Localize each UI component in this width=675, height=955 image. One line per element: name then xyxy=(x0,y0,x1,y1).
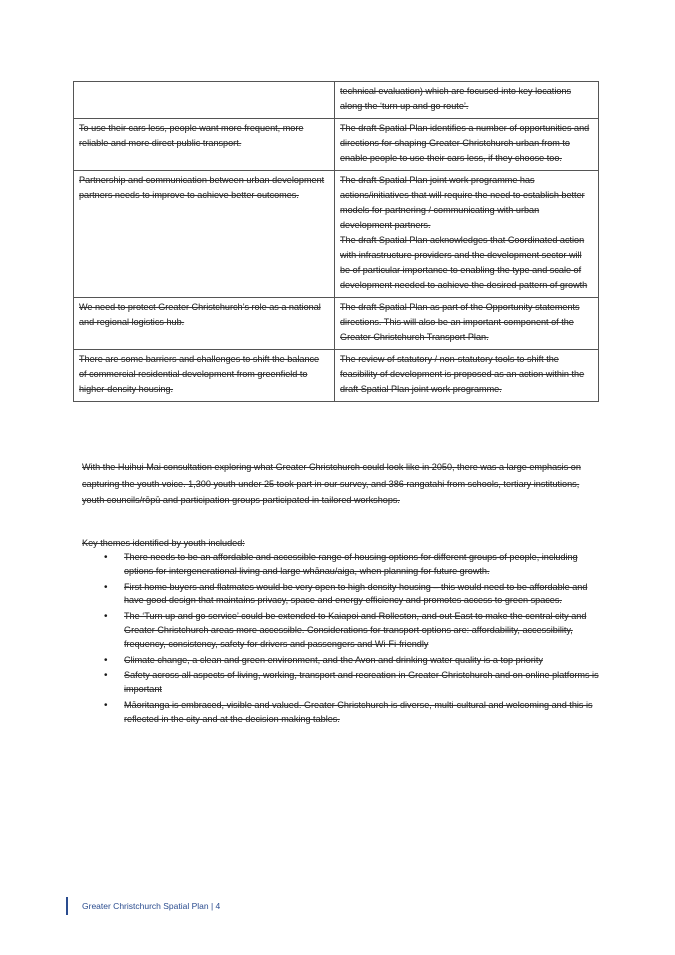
response-text: The review of statutory / non-statutory tools to shift the feasibility of development is proposed as an action within the draft Spatial Plan joint work programme. xyxy=(340,354,585,394)
list-item xyxy=(82,610,602,651)
bullet-icon: • xyxy=(104,654,108,666)
table-row xyxy=(74,171,599,298)
bullet-icon: • xyxy=(104,552,108,563)
table-row xyxy=(74,82,599,119)
response-cell xyxy=(335,82,599,119)
theme-text: The ‘Turn up and go service’ could be extended to Kaiapoi and Rolleston, and out East to make the central city and Greater Christchurch areas more accessible. Considerations for transport options are: affordability, accessibility, frequency, consistency, safety for drivers and passengers and Wi-Fi-friendly xyxy=(124,611,587,649)
response-text: technical evaluation) which are focused into key locations along the ‘turn up and go route’. xyxy=(340,86,572,111)
theme-text: There needs to be an affordable and accessible range of housing options for different groups of people, including options for intergenerational living and large whānau/aiga, when planning for future growth. xyxy=(124,552,578,576)
response-cell xyxy=(335,350,599,402)
response-cell xyxy=(335,119,599,171)
response-cell xyxy=(335,298,599,350)
feedback-text: To use their cars less, people want more frequent, more reliable and more direct public transport. xyxy=(79,123,304,148)
feedback-text: There are some barriers and challenges to shift the balance of commercial residential development from greenfield to higher-density housing. xyxy=(79,354,320,394)
table-row xyxy=(74,350,599,402)
bullet-icon: • xyxy=(104,699,108,711)
theme-text: First home buyers and flatmates would be very open to high density housing – this would need to be affordable and have good design that maintains privacy, space and energy efficiency and promotes access to green spaces. xyxy=(124,581,588,606)
feedback-cell xyxy=(74,119,335,171)
list-item xyxy=(82,551,602,579)
feedback-cell xyxy=(74,171,335,298)
feedback-text: We need to protect Greater Christchurch’s role as a national and regional logistics hub. xyxy=(79,302,321,327)
theme-text: Māoritanga is embraced, visible and valued. Greater Christchurch is diverse, multi-cultural and welcoming and this is reflected in the city and at the decision making tables. xyxy=(124,699,593,724)
footer-text: Greater Christchurch Spatial Plan | 4 xyxy=(82,901,221,911)
bullet-icon: • xyxy=(104,670,108,682)
list-item xyxy=(82,654,602,668)
feedback-cell xyxy=(74,82,335,119)
theme-text: Climate change, a clean and green environment, and the Avon and drinking water quality is a top priority xyxy=(124,654,543,665)
feedback-cell xyxy=(74,350,335,402)
list-item xyxy=(82,699,602,727)
list-item xyxy=(82,581,602,609)
youth-themes-list xyxy=(82,551,602,729)
response-text: The draft Spatial Plan as part of the Opportunity statements directions. This will also be an important component of the Greater Christchurch Transport Plan. xyxy=(340,302,580,342)
page-footer xyxy=(66,897,220,915)
bullet-icon: • xyxy=(104,581,108,593)
table-row xyxy=(74,119,599,171)
response-text: The draft Spatial Plan identifies a number of opportunities and directions for shaping Greater Christchurch urban from to enable people to use their cars less, if they choose too. xyxy=(340,123,590,163)
feedback-cell xyxy=(74,298,335,350)
bullet-icon: • xyxy=(104,611,108,623)
themes-heading: Key themes identified by youth included: xyxy=(82,538,245,548)
intro-paragraph: With the Huihui Mai consultation exploring what Greater Christchurch could look like in 2050, there was a large emphasis on capturing the youth voice. 1,300 youth under 25 took part in our survey, and 386 rangatahi from schools, tertiary institutions, youth councils/rōpū and participation groups participated in tailored workshops. xyxy=(82,462,581,505)
theme-text: Safety across all aspects of living, working, transport and recreation in Greater Christchurch and on online platforms is important xyxy=(124,670,599,695)
response-cell xyxy=(335,171,599,298)
feedback-text: Partnership and communication between urban development partners needs to improve to achieve better outcomes. xyxy=(79,175,325,200)
response-text: The draft Spatial Plan joint work programme has actions/initiatives that will require the need to establish better models for partnering / communicating with urban development partners. xyxy=(340,175,585,230)
table-body xyxy=(74,82,599,402)
list-item xyxy=(82,669,602,697)
table-row xyxy=(74,298,599,350)
feedback-response-table xyxy=(73,81,599,402)
response-text: The draft Spatial Plan acknowledges that Coordinated action with infrastructure providers and the development sector will be of particular importance to enabling the type and scale of development needed to achieve the desired pattern of growth xyxy=(340,235,588,290)
